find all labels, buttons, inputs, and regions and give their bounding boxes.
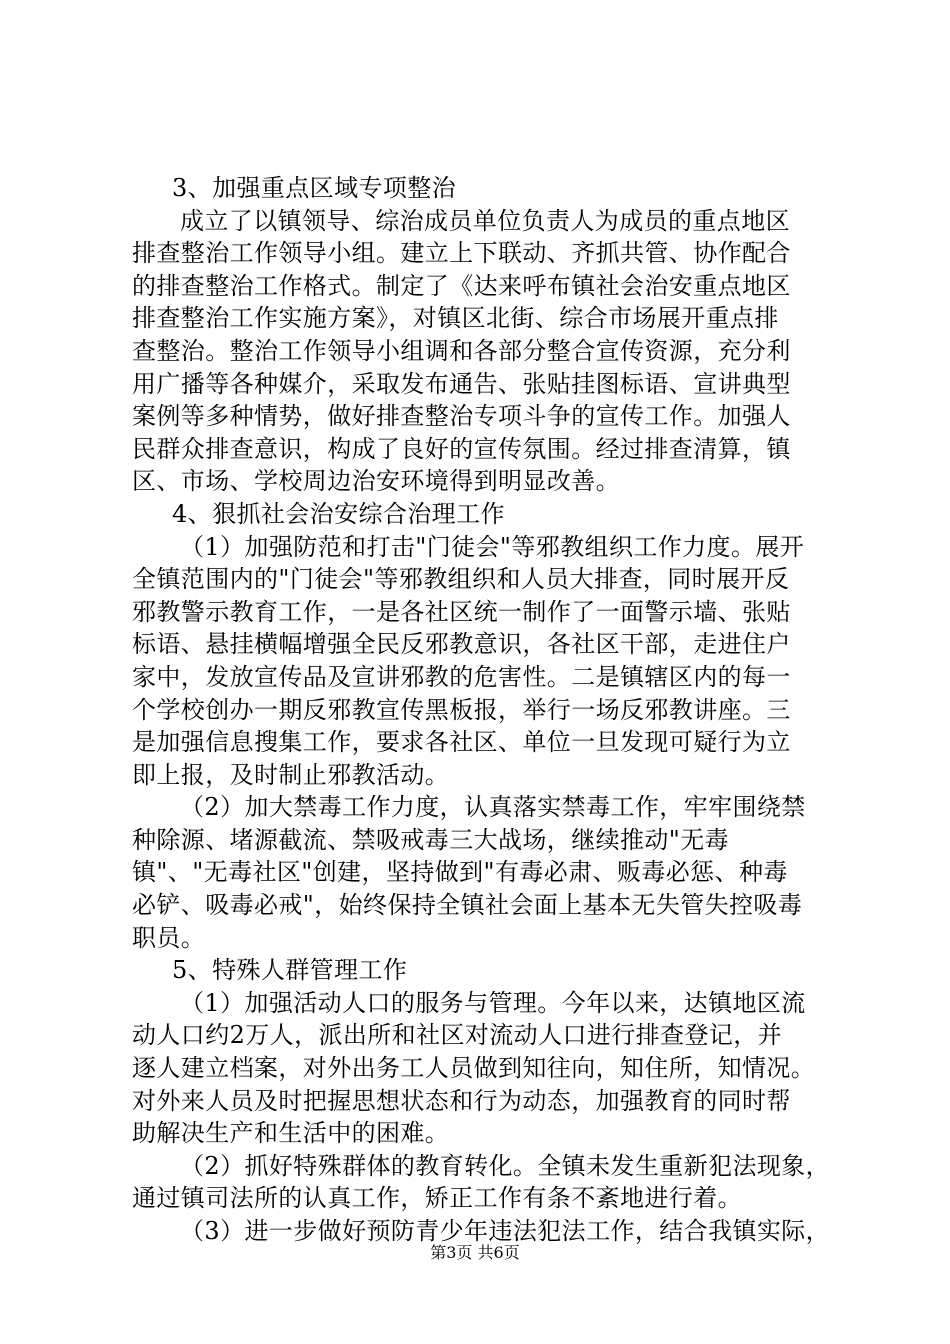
text-line: 的排查整治工作格式。制定了《达来呼布镇社会治安重点地区	[132, 271, 791, 300]
text-line: 助解决生产和生活中的困难。	[132, 1119, 450, 1148]
text-line: 案例等多种情势，做好排查整治专项斗争的宣传工作。加强人	[132, 402, 791, 431]
text-line: 动人口约2万人，派出所和社区对流动人口进行排查登记，并	[132, 1021, 783, 1050]
text-line: 用广播等各种媒介，采取发布通告、张贴挂图标语、宣讲典型	[132, 369, 791, 398]
text-line: 个学校创办一期反邪教宣传黑板报，举行一场反邪教讲座。三	[132, 695, 791, 724]
text-line: 排查整治工作实施方案》，对镇区北街、综合市场展开重点排	[132, 304, 779, 333]
text-line: （2）加大禁毒工作力度，认真落实禁毒工作，牢牢围绕禁	[180, 793, 806, 822]
text-line: 查整治。整治工作领导小组调和各部分整合宣传资源，充分利	[132, 336, 791, 365]
text-line: 种除源、堵源截流、禁吸戒毒三大战场，继续推动"无毒	[132, 825, 730, 854]
text-line: 对外来人员及时把握思想状态和行为动态，加强教育的同时帮	[132, 1086, 791, 1115]
text-line: （1）加强防范和打击"门徒会"等邪教组织工作力度。展开	[180, 532, 805, 561]
section-heading: 3、加强重点区域专项整治	[172, 174, 457, 202]
text-line: （3）进一步做好预防青少年违法犯法工作，结合我镇实际，	[180, 1217, 831, 1245]
page-footer: 第3页 共6页	[430, 1243, 520, 1262]
text-line: 必铲、吸毒必戒"，始终保持全镇社会面上基本无失管失控吸毒	[132, 891, 803, 920]
text-line: 通过镇司法所的认真工作，矫正工作有条不紊地进行着。	[132, 1184, 742, 1213]
text-line: （2）抓好特殊群体的教育转化。全镇未发生重新犯法现象，	[180, 1151, 831, 1180]
section-heading: 4、狠抓社会治安综合治理工作	[172, 499, 505, 528]
text-line: 镇"、"无毒社区"创建，坚持做到"有毒必肃、贩毒必惩、种毒	[132, 858, 788, 887]
text-line: 是加强信息搜集工作，要求各社区、单位一旦发现可疑行为立	[132, 728, 791, 757]
text-line: 全镇范围内的"门徒会"等邪教组织和人员大排查，同时展开反	[132, 565, 790, 594]
document-body	[132, 172, 848, 1248]
section-heading: 5、特殊人群管理工作	[172, 956, 408, 985]
text-line: 邪教警示教育工作，一是各社区统一制作了一面警示墙、张贴	[132, 597, 791, 626]
text-line: 成立了以镇领导、综治成员单位负责人为成员的重点地区	[180, 206, 790, 235]
text-line: 标语、悬挂横幅增强全民反邪教意识，各社区干部，走进住户	[132, 630, 791, 659]
text-line: 职员。	[132, 923, 206, 952]
text-line: （1）加强活动人口的服务与管理。今年以来，达镇地区流	[180, 988, 806, 1017]
text-line: 排查整治工作领导小组。建立上下联动、齐抓共管、协作配合	[132, 239, 791, 268]
text-line: 区、市场、学校周边治安环境得到明显改善。	[132, 467, 620, 496]
text-line: 逐人建立档案，对外出务工人员做到知往向，知住所，知情况。	[132, 1054, 816, 1083]
text-line: 家中，发放宣传品及宣讲邪教的危害性。二是镇辖区内的每一	[132, 662, 791, 691]
text-line: 即上报，及时制止邪教活动。	[132, 760, 450, 789]
text-line: 民群众排查意识，构成了良好的宣传氛围。经过排查清算，镇	[132, 434, 791, 463]
